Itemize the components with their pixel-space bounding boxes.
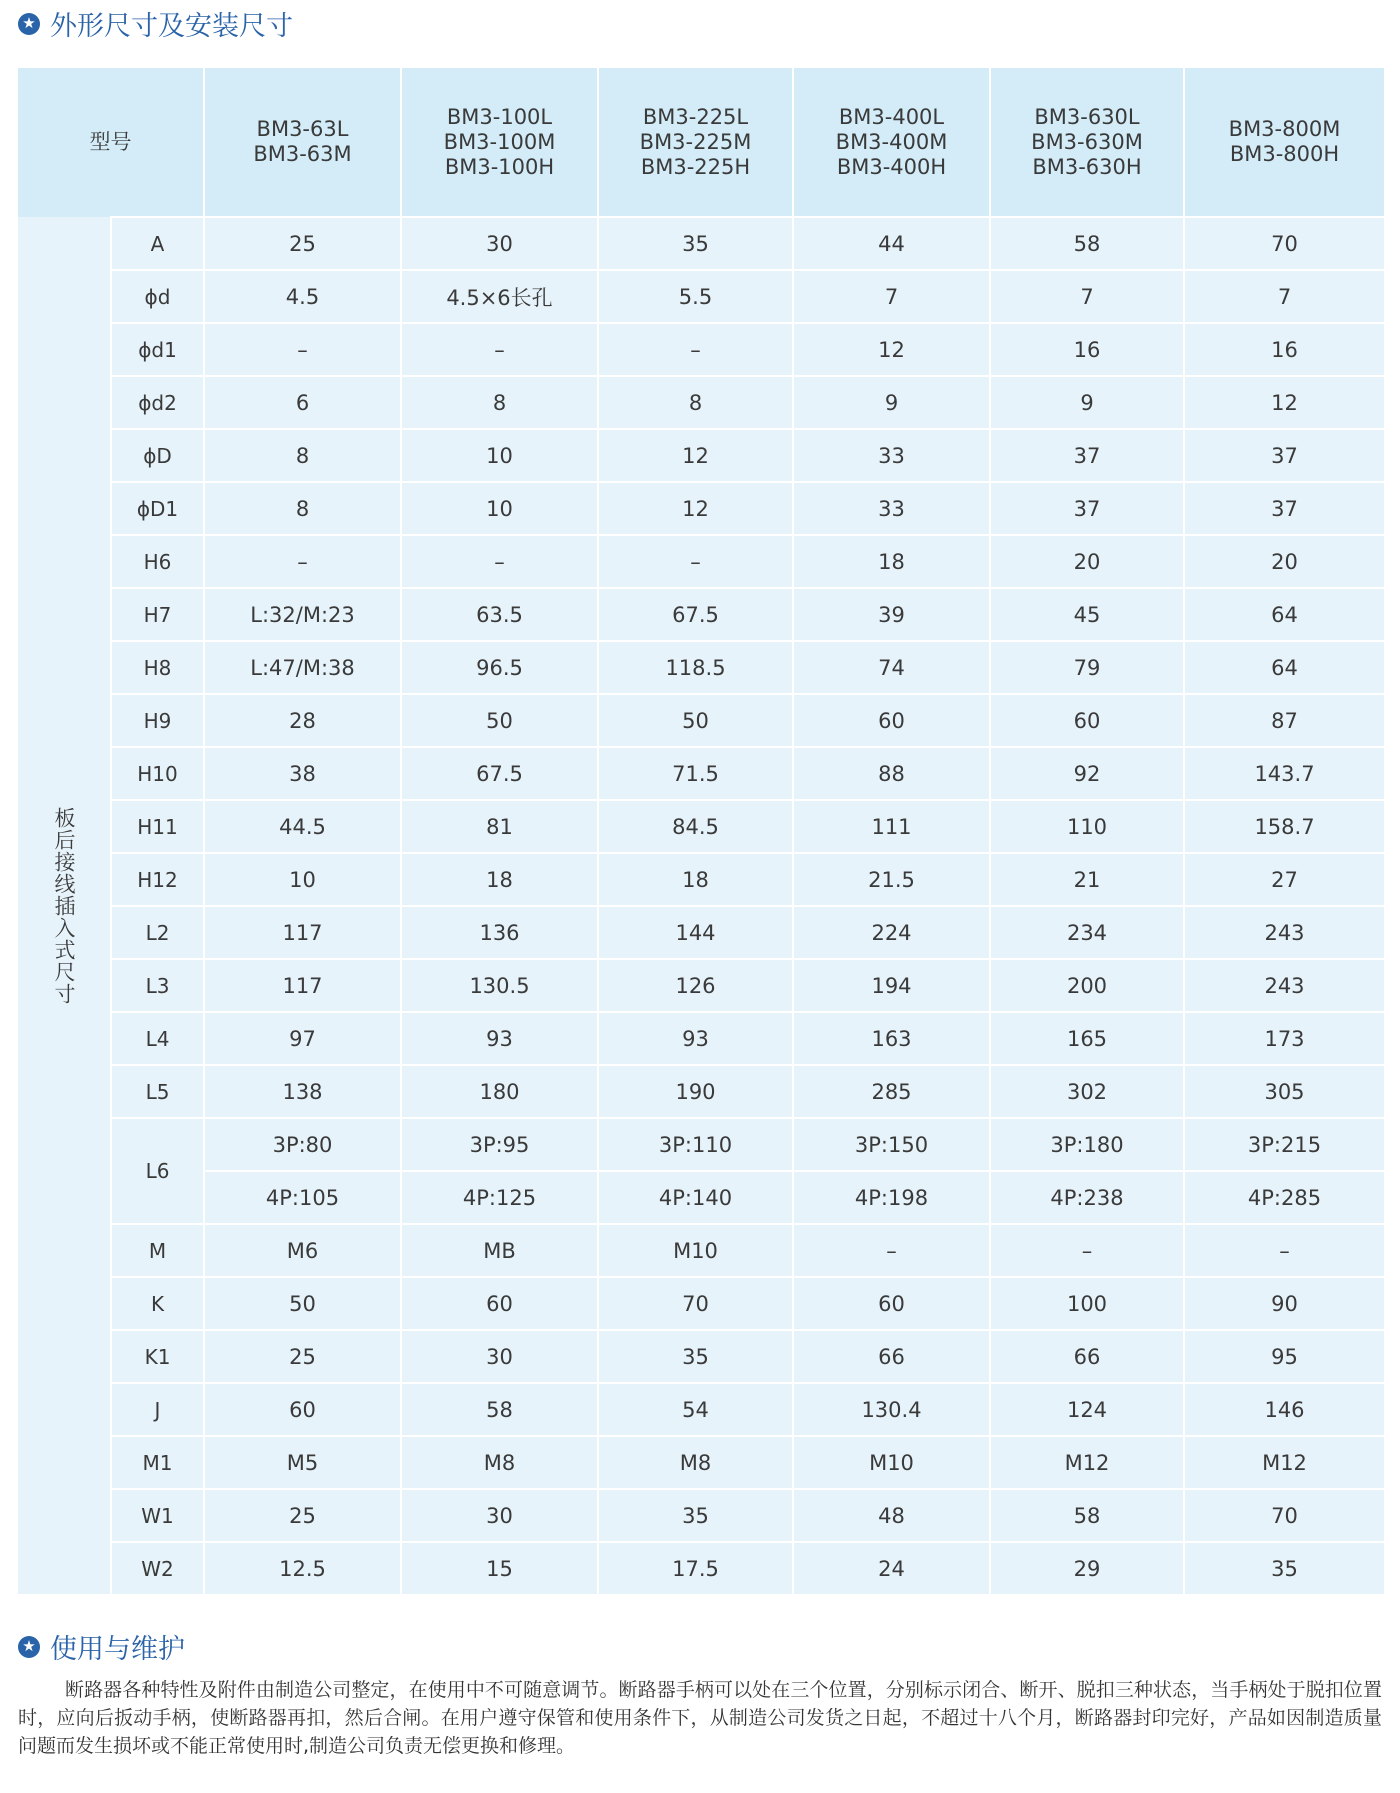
table-cell: 37 bbox=[990, 429, 1184, 482]
table-row bbox=[18, 1065, 1384, 1118]
table-cell: 10 bbox=[204, 853, 401, 906]
table-cell: 67.5 bbox=[401, 747, 598, 800]
table-cell: 70 bbox=[1184, 217, 1384, 270]
table-cell: 84.5 bbox=[598, 800, 793, 853]
table-cell: 88 bbox=[793, 747, 990, 800]
table-cell: 81 bbox=[401, 800, 598, 853]
table-cell: 4.5 bbox=[204, 270, 401, 323]
table-cell: 110 bbox=[990, 800, 1184, 853]
table-cell: 29 bbox=[990, 1542, 1184, 1594]
model-name: BM3-225H bbox=[640, 154, 751, 179]
table-cell: 12 bbox=[598, 429, 793, 482]
table-cell: 15 bbox=[401, 1542, 598, 1594]
table-cell: 20 bbox=[990, 535, 1184, 588]
table-header-row bbox=[18, 68, 1384, 217]
model-name: BM3-63L bbox=[256, 117, 349, 141]
table-cell: 58 bbox=[990, 217, 1184, 270]
table-cell: 74 bbox=[793, 641, 990, 694]
model-name: BM3-630M bbox=[1031, 129, 1143, 154]
section-title-text: 外形尺寸及安装尺寸 bbox=[50, 11, 293, 42]
table-cell: 35 bbox=[598, 1330, 793, 1383]
table-cell: 95 bbox=[1184, 1330, 1384, 1383]
table-cell: 173 bbox=[1184, 1012, 1384, 1065]
table-cell: 48 bbox=[793, 1489, 990, 1542]
dimension-label: H12 bbox=[111, 853, 204, 906]
table-cell: 35 bbox=[1184, 1542, 1384, 1594]
table-cell: 18 bbox=[793, 535, 990, 588]
table-cell: – bbox=[598, 535, 793, 588]
table-row bbox=[18, 270, 1384, 323]
table-cell: M8 bbox=[598, 1436, 793, 1489]
table-cell: 93 bbox=[401, 1012, 598, 1065]
table-row bbox=[18, 535, 1384, 588]
table-cell: M8 bbox=[401, 1436, 598, 1489]
table-cell: 39 bbox=[793, 588, 990, 641]
table-cell: – bbox=[401, 323, 598, 376]
table-cell: 4P:125 bbox=[401, 1171, 598, 1224]
table-cell: 54 bbox=[598, 1383, 793, 1436]
table-row bbox=[18, 1330, 1384, 1383]
table-cell: 111 bbox=[793, 800, 990, 853]
table-cell: 9 bbox=[793, 376, 990, 429]
table-row bbox=[18, 482, 1384, 535]
table-cell: M10 bbox=[598, 1224, 793, 1277]
table-cell: 21 bbox=[990, 853, 1184, 906]
table-cell: 30 bbox=[401, 1489, 598, 1542]
table-row bbox=[18, 853, 1384, 906]
table-cell: 7 bbox=[793, 270, 990, 323]
star-icon: ★ bbox=[18, 1636, 40, 1658]
table-row bbox=[18, 959, 1384, 1012]
table-cell: 87 bbox=[1184, 694, 1384, 747]
dimension-label: H11 bbox=[111, 800, 204, 853]
table-body bbox=[18, 217, 1384, 1594]
table-row bbox=[18, 588, 1384, 641]
table-cell: MB bbox=[401, 1224, 598, 1277]
model-header-cell bbox=[793, 68, 990, 217]
table-cell: 234 bbox=[990, 906, 1184, 959]
model-name: BM3-400M bbox=[835, 129, 948, 154]
table-cell: 9 bbox=[990, 376, 1184, 429]
table-cell: 130.5 bbox=[401, 959, 598, 1012]
table-cell: 12 bbox=[1184, 376, 1384, 429]
table-cell: 138 bbox=[204, 1065, 401, 1118]
table-cell: 4P:285 bbox=[1184, 1171, 1384, 1224]
table-cell: – bbox=[793, 1224, 990, 1277]
table-cell: 117 bbox=[204, 959, 401, 1012]
table-cell: 60 bbox=[793, 1277, 990, 1330]
table-cell: 37 bbox=[1184, 482, 1384, 535]
dimension-label: H8 bbox=[111, 641, 204, 694]
table-cell: 3P:110 bbox=[598, 1118, 793, 1171]
dimension-table bbox=[18, 68, 1384, 1594]
table-cell: 60 bbox=[204, 1383, 401, 1436]
table-cell: 71.5 bbox=[598, 747, 793, 800]
table-cell: 144 bbox=[598, 906, 793, 959]
table-cell: 100 bbox=[990, 1277, 1184, 1330]
table-cell: 63.5 bbox=[401, 588, 598, 641]
table-row bbox=[18, 1224, 1384, 1277]
model-name: BM3-630L bbox=[1034, 104, 1140, 129]
table-cell: 12.5 bbox=[204, 1542, 401, 1594]
table-cell: 37 bbox=[990, 482, 1184, 535]
table-cell: 50 bbox=[401, 694, 598, 747]
table-row bbox=[18, 1012, 1384, 1065]
table-cell: – bbox=[1184, 1224, 1384, 1277]
table-cell: 33 bbox=[793, 482, 990, 535]
dimension-label: H10 bbox=[111, 747, 204, 800]
table-cell: 305 bbox=[1184, 1065, 1384, 1118]
table-cell: 70 bbox=[1184, 1489, 1384, 1542]
table-cell: 163 bbox=[793, 1012, 990, 1065]
model-name: BM3-63M bbox=[253, 142, 352, 166]
table-cell: 194 bbox=[793, 959, 990, 1012]
table-cell: 180 bbox=[401, 1065, 598, 1118]
model-header-cell bbox=[204, 68, 401, 217]
table-cell: 243 bbox=[1184, 906, 1384, 959]
model-name: BM3-400L bbox=[838, 104, 945, 129]
dimension-label: ϕd bbox=[111, 270, 204, 323]
table-cell: 10 bbox=[401, 429, 598, 482]
table-cell: 44 bbox=[793, 217, 990, 270]
section-title-text: 使用与维护 bbox=[50, 1634, 185, 1665]
table-row bbox=[18, 1542, 1384, 1594]
table-cell: 6 bbox=[204, 376, 401, 429]
dimension-label: L4 bbox=[111, 1012, 204, 1065]
table-cell: 35 bbox=[598, 217, 793, 270]
table-cell: – bbox=[598, 323, 793, 376]
dimension-label: K bbox=[111, 1277, 204, 1330]
table-cell: 97 bbox=[204, 1012, 401, 1065]
table-cell: 18 bbox=[598, 853, 793, 906]
table-cell: 285 bbox=[793, 1065, 990, 1118]
table-cell: 7 bbox=[1184, 270, 1384, 323]
table-cell: 8 bbox=[204, 482, 401, 535]
model-header-cell bbox=[1184, 68, 1384, 217]
model-name: BM3-100M bbox=[443, 129, 556, 154]
table-cell: 21.5 bbox=[793, 853, 990, 906]
table-cell: 224 bbox=[793, 906, 990, 959]
table-row bbox=[18, 800, 1384, 853]
star-icon: ★ bbox=[18, 13, 40, 35]
dimension-label: W1 bbox=[111, 1489, 204, 1542]
table-cell: 190 bbox=[598, 1065, 793, 1118]
table-cell: L:32/M:23 bbox=[204, 588, 401, 641]
table-cell: 25 bbox=[204, 1489, 401, 1542]
table-cell: 4P:238 bbox=[990, 1171, 1184, 1224]
table-cell: 3P:215 bbox=[1184, 1118, 1384, 1171]
table-cell: 117 bbox=[204, 906, 401, 959]
table-cell: 64 bbox=[1184, 641, 1384, 694]
table-cell: 130.4 bbox=[793, 1383, 990, 1436]
dimension-label: L6 bbox=[111, 1118, 204, 1224]
table-cell: 8 bbox=[598, 376, 793, 429]
table-row bbox=[18, 1383, 1384, 1436]
table-cell: 30 bbox=[401, 1330, 598, 1383]
table-cell: 136 bbox=[401, 906, 598, 959]
dimension-label: ϕD1 bbox=[111, 482, 204, 535]
table-cell: 25 bbox=[204, 217, 401, 270]
table-cell: M5 bbox=[204, 1436, 401, 1489]
table-cell: 37 bbox=[1184, 429, 1384, 482]
table-row bbox=[18, 1118, 1384, 1171]
table-cell: 50 bbox=[598, 694, 793, 747]
model-name: BM3-225M bbox=[639, 129, 752, 154]
section-title-maintenance bbox=[18, 1627, 185, 1666]
table-cell: 64 bbox=[1184, 588, 1384, 641]
dimension-label: H7 bbox=[111, 588, 204, 641]
dimension-label: J bbox=[111, 1383, 204, 1436]
table-cell: M10 bbox=[793, 1436, 990, 1489]
table-cell: – bbox=[401, 535, 598, 588]
table-row bbox=[18, 694, 1384, 747]
dimension-label: L2 bbox=[111, 906, 204, 959]
table-cell: 4P:105 bbox=[204, 1171, 401, 1224]
table-cell: 8 bbox=[401, 376, 598, 429]
table-row bbox=[18, 217, 1384, 270]
table-cell: 60 bbox=[793, 694, 990, 747]
table-cell: 38 bbox=[204, 747, 401, 800]
table-cell: 60 bbox=[990, 694, 1184, 747]
model-header-cell bbox=[990, 68, 1184, 217]
table-row bbox=[18, 1277, 1384, 1330]
dimension-label: M1 bbox=[111, 1436, 204, 1489]
table-cell: M12 bbox=[1184, 1436, 1384, 1489]
table-cell: 58 bbox=[990, 1489, 1184, 1542]
table-row bbox=[18, 376, 1384, 429]
table-cell: 50 bbox=[204, 1277, 401, 1330]
table-cell: 18 bbox=[401, 853, 598, 906]
table-row bbox=[18, 906, 1384, 959]
table-cell: 8 bbox=[204, 429, 401, 482]
table-cell: 30 bbox=[401, 217, 598, 270]
table-cell: 45 bbox=[990, 588, 1184, 641]
table-cell: M12 bbox=[990, 1436, 1184, 1489]
table-cell: 158.7 bbox=[1184, 800, 1384, 853]
table-cell: – bbox=[990, 1224, 1184, 1277]
table-cell: 146 bbox=[1184, 1383, 1384, 1436]
dimension-label: ϕD bbox=[111, 429, 204, 482]
group-label: 板后接线插入式尺寸 bbox=[52, 806, 76, 1005]
table-row bbox=[18, 323, 1384, 376]
table-cell: 302 bbox=[990, 1065, 1184, 1118]
table-cell: 90 bbox=[1184, 1277, 1384, 1330]
table-cell: 20 bbox=[1184, 535, 1384, 588]
table-cell: 66 bbox=[990, 1330, 1184, 1383]
section-title-dimensions bbox=[18, 4, 293, 43]
table-cell: 7 bbox=[990, 270, 1184, 323]
maintenance-description: 断路器各种特性及附件由制造公司整定，在使用中不可随意调节。断路器手柄可以处在三个位置，分别标示闭合、断开、脱扣三种状态，当手柄处于脱扣位置时，应向后扳动手柄，使断路器再扣，然后合闸。在用户遵守保管和使用条件下，从制造公司发货之日起，不超过十八个月，断路器封印完好，产品如因制造质量问题而发生损坏或不能正常使用时,制造公司负责无偿更换和修理。 bbox=[18, 1679, 1382, 1757]
model-header-cell bbox=[401, 68, 598, 217]
table-cell: 165 bbox=[990, 1012, 1184, 1065]
table-cell: 67.5 bbox=[598, 588, 793, 641]
table-cell: 3P:150 bbox=[793, 1118, 990, 1171]
table-cell: 5.5 bbox=[598, 270, 793, 323]
model-name: BM3-400H bbox=[836, 154, 947, 179]
table-cell: 70 bbox=[598, 1277, 793, 1330]
table-cell: M6 bbox=[204, 1224, 401, 1277]
table-cell: 3P:80 bbox=[204, 1118, 401, 1171]
table-cell: 4.5×6长孔 bbox=[401, 270, 598, 323]
table-cell: 12 bbox=[598, 482, 793, 535]
table-cell: 4P:198 bbox=[793, 1171, 990, 1224]
table-cell: 3P:180 bbox=[990, 1118, 1184, 1171]
table-cell: – bbox=[204, 535, 401, 588]
model-name: BM3-800H bbox=[1229, 142, 1340, 166]
table-cell: 92 bbox=[990, 747, 1184, 800]
table-cell: 118.5 bbox=[598, 641, 793, 694]
table-cell: 60 bbox=[401, 1277, 598, 1330]
table-cell: 33 bbox=[793, 429, 990, 482]
table-cell: 126 bbox=[598, 959, 793, 1012]
table-row bbox=[18, 747, 1384, 800]
table-cell: 79 bbox=[990, 641, 1184, 694]
dimension-label: ϕd2 bbox=[111, 376, 204, 429]
table-row bbox=[18, 1436, 1384, 1489]
table-cell: 27 bbox=[1184, 853, 1384, 906]
table-cell: 96.5 bbox=[401, 641, 598, 694]
table-cell: 124 bbox=[990, 1383, 1184, 1436]
table-cell: 93 bbox=[598, 1012, 793, 1065]
table-cell: 17.5 bbox=[598, 1542, 793, 1594]
table-cell: 28 bbox=[204, 694, 401, 747]
model-header-cell bbox=[598, 68, 793, 217]
table-row bbox=[18, 1171, 1384, 1224]
table-row bbox=[18, 1489, 1384, 1542]
table-cell: – bbox=[204, 323, 401, 376]
dimension-label: ϕd1 bbox=[111, 323, 204, 376]
table-cell: 58 bbox=[401, 1383, 598, 1436]
table-cell: 44.5 bbox=[204, 800, 401, 853]
dimension-label: H9 bbox=[111, 694, 204, 747]
table-cell: 16 bbox=[990, 323, 1184, 376]
table-cell: 24 bbox=[793, 1542, 990, 1594]
dimension-table-container bbox=[18, 68, 1384, 1594]
table-cell: 3P:95 bbox=[401, 1118, 598, 1171]
table-cell: 35 bbox=[598, 1489, 793, 1542]
table-row bbox=[18, 641, 1384, 694]
table-cell: 10 bbox=[401, 482, 598, 535]
model-name: BM3-800M bbox=[1228, 117, 1341, 141]
table-cell: 66 bbox=[793, 1330, 990, 1383]
dimension-label: M bbox=[111, 1224, 204, 1277]
dimension-label: L3 bbox=[111, 959, 204, 1012]
model-name: BM3-100H bbox=[444, 154, 555, 179]
table-cell: 4P:140 bbox=[598, 1171, 793, 1224]
table-cell: 243 bbox=[1184, 959, 1384, 1012]
dimension-label: A bbox=[111, 217, 204, 270]
model-header: 型号 bbox=[18, 68, 204, 217]
dimension-label: H6 bbox=[111, 535, 204, 588]
table-cell: 200 bbox=[990, 959, 1184, 1012]
model-name: BM3-630H bbox=[1032, 154, 1142, 179]
table-cell: 12 bbox=[793, 323, 990, 376]
model-name: BM3-100L bbox=[446, 104, 553, 129]
table-cell: 25 bbox=[204, 1330, 401, 1383]
table-cell: L:47/M:38 bbox=[204, 641, 401, 694]
model-name: BM3-225L bbox=[642, 104, 749, 129]
table-cell: 16 bbox=[1184, 323, 1384, 376]
table-cell: 143.7 bbox=[1184, 747, 1384, 800]
dimension-label: K1 bbox=[111, 1330, 204, 1383]
table-row bbox=[18, 429, 1384, 482]
dimension-label: L5 bbox=[111, 1065, 204, 1118]
dimension-label: W2 bbox=[111, 1542, 204, 1594]
